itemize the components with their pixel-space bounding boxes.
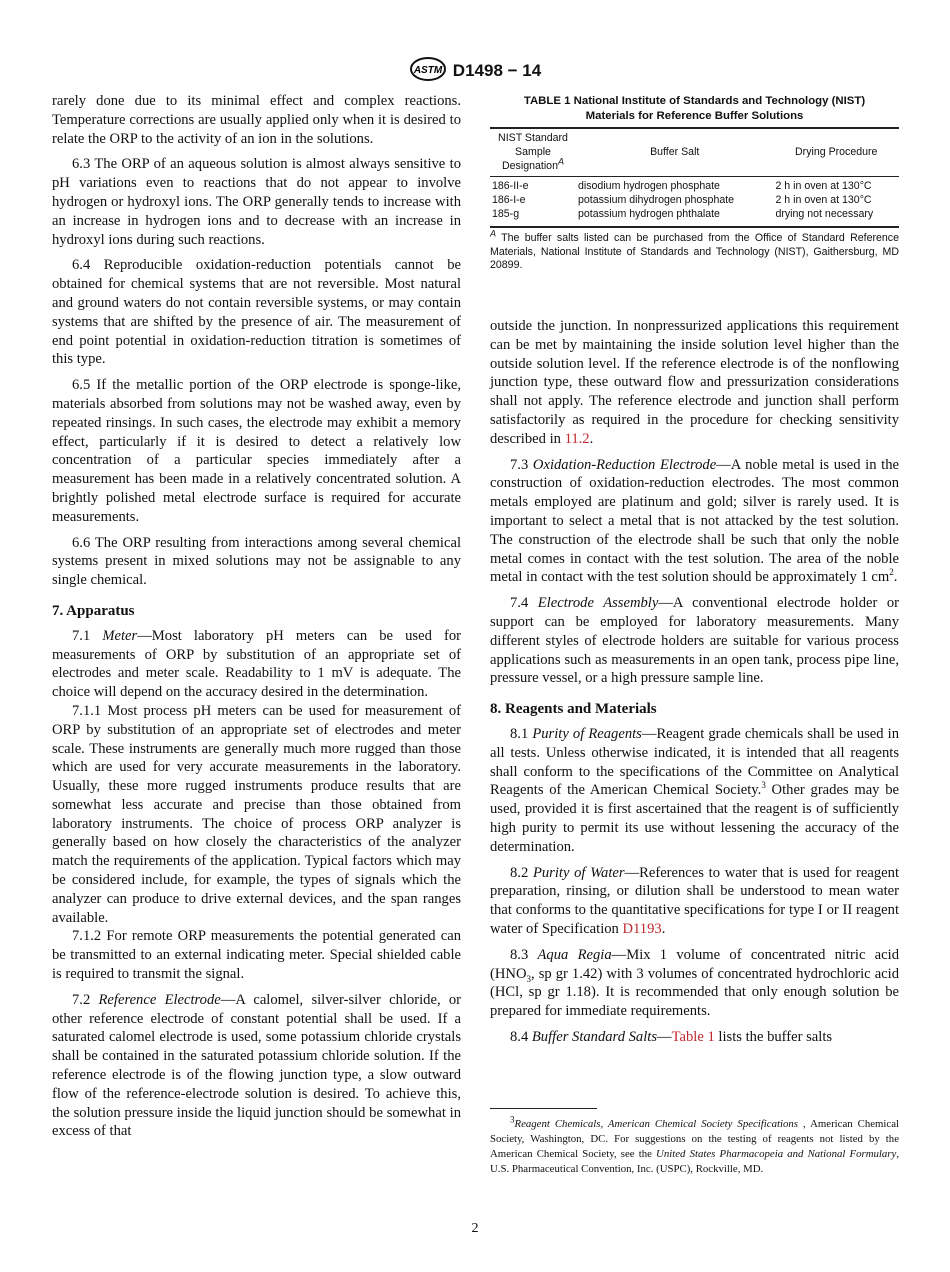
text-segment: 3 xyxy=(761,780,766,791)
caption-line: TABLE 1 National Institute of Standards and Technology (NIST) xyxy=(523,95,866,107)
cross-reference-link[interactable]: D1193 xyxy=(622,920,662,937)
text-segment: . xyxy=(893,569,898,586)
table-cell: potassium hydrogen phthalate xyxy=(578,207,720,220)
text-segment: 6.3 The ORP of an aqueous solution is almost always sensitive to pH variations even to reactions that do not appear to involve hydrogen or hydroxyl ions. The ORP generally tends to increase with an increase in hydrogen ions and to decrease with an increase in hydroxyl ions during such reactions. xyxy=(52,156,461,248)
text-segment: 7.1 xyxy=(72,627,103,644)
table-row xyxy=(490,208,899,227)
text-segment: . xyxy=(661,920,666,937)
text-segment: Reference Electrode xyxy=(98,991,221,1008)
paragraph xyxy=(52,155,461,249)
table-row xyxy=(490,194,899,208)
table-cell: 186-II-e xyxy=(492,180,529,193)
text-segment: 7. Apparatus xyxy=(52,602,135,619)
paragraph xyxy=(52,627,461,702)
text-segment: 2 xyxy=(889,567,894,578)
standard-designation: D1498 − 14 xyxy=(452,60,542,80)
paragraph xyxy=(490,725,899,857)
text-segment: . xyxy=(589,430,594,447)
footnote-divider xyxy=(490,1108,597,1109)
table-row xyxy=(490,177,899,194)
paragraph xyxy=(52,927,461,983)
left-column xyxy=(52,92,461,1148)
page-number: 2 xyxy=(471,1221,479,1236)
paragraph xyxy=(52,702,461,928)
text-segment: , sp gr 1.42) with 3 volumes of concentrated hydrochloric acid (HCl, sp gr 1.18). It is recommended that only enough solution be prepared for immediate requirements. xyxy=(490,965,899,1020)
text-segment: lists the buffer salts xyxy=(714,1028,833,1045)
text-segment: 8.3 xyxy=(510,946,538,963)
buffer-table xyxy=(490,127,899,228)
col-header-designation: NIST Standard Sample Designation$^A$ xyxy=(498,132,568,172)
text-segment: 8.1 xyxy=(510,725,533,742)
col-header-buffer-salt: Buffer Salt xyxy=(650,145,700,158)
table-cell: 186-I-e xyxy=(492,194,526,207)
text-segment: —Most laboratory pH meters can be used for measurements of ORP by substitution of an appropriate set of electrodes and meter scale. Readability to 1 mV is adequate. The choice will depend on the accuracy desired in the determination. xyxy=(52,627,462,701)
text-segment: —Mix 1 volume of concentrated nitric acid (HNO xyxy=(490,946,899,982)
paragraph xyxy=(490,456,899,588)
text-segment: —A calomel, silver-silver chloride, or other reference electrode of constant potential shall be used. If a saturated calomel electrode is used, some potassium chloride crystals shall be contained in the saturated potassium chloride solution. If the reference electrode is of the flowing junction type, a slow outward flow of the reference-electrode solution is desired. To achieve this, the solution pressure inside the liquid junction should be somewhat in excess of that xyxy=(52,991,462,1140)
text-segment: —References to water that is used for reagent preparation, rinsing, or dilution shall be understood to mean water that conforms to the quantitative specifications for type I or II reagent water of Specification xyxy=(490,864,899,937)
page-header xyxy=(0,56,950,87)
section-heading xyxy=(490,700,899,719)
text-segment: 6.4 Reproducible oxidation-reduction potentials cannot be obtained for chemical systems that are not reversible. Most natural and ground waters do not contain reversible systems, or may contain systems that are shifted by the presence of air. The measurement of end point potential in oxidation-reduction titration is sometimes of this type. xyxy=(52,257,461,368)
table-footnote: $^A$ The buffer salts listed can be purchased from the Office of Standard Reference Materials, National Institute of Standards and Technology (NIST), Gaithersburg, MD 20899. xyxy=(490,228,899,272)
text-segment: 6.6 The ORP resulting from interactions among several chemical systems present in mixed solutions may not be assignable to any single chemical. xyxy=(52,534,461,589)
text-segment: 7.1.1 Most process pH meters can be used for measurement of ORP by substitution of an appropriate set of electrodes and meter scale. These instruments are generally much more rugged than those which are used for very accurate measurements in the laboratory. Usually, these more rugged instruments produce results that are somewhat less accurate and precise than those obtained from laboratory instruments. The choice of process ORP analyzer is generally based on how closely the characteristics of the analyzer match the requirements of the application. Typical factors which may be considered include, for example, the types of signals which the analyzer can produce to drive external devices, and the span ranges available. xyxy=(52,702,461,926)
text-segment: 8.2 xyxy=(510,864,533,881)
footnote-3: $^3$Reagent Chemicals, American Chemical Society Specifications , American Chemical Society, Washington, DC. For suggestions on the testing of reagents not listed by the American Chemical Society, see the United States Pharmacopeia and National Formulary, U.S. Pharmaceutical Convention, Inc. (USPC), Rockville, MD. xyxy=(490,1114,900,1175)
table-cell: 185-g xyxy=(492,207,520,220)
table-cell: 2 h in oven at 130°C xyxy=(775,194,872,207)
paragraph xyxy=(490,864,899,939)
text-segment: Electrode Assembly xyxy=(537,595,659,612)
table-cell: drying not necessary xyxy=(775,207,874,220)
cross-reference-link[interactable]: 11.2 xyxy=(564,430,590,447)
paragraph xyxy=(52,534,461,590)
paragraph xyxy=(52,991,461,1141)
paragraph xyxy=(490,946,899,1021)
text-segment: —A noble metal is used in the construction of oxidation-reduction electrodes. The most common metals employed are platinum and gold; silver is rarely used. It is important to select a metal that is not attacked by the test solution. The construction of the electrode shall be such that only the noble metal comes in contact with the test solution. The area of the noble metal in contact with the test solution should be approximately 1 cm xyxy=(490,456,899,586)
text-segment: —A conventional electrode holder or support can be employed for laboratory measurements. Many different styles of electrode holders are suitable for various process applications such as measurements in an open tank, process pipe line, pressure vessel, or a high pressure sample line. xyxy=(490,595,899,687)
text-segment: 8. Reagents and Materials xyxy=(490,701,657,718)
text-segment: 7.1.2 For remote ORP measurements the potential generated can be transmitted to an external indicating meter. Special shielded cable is required to transmit the signal. xyxy=(52,928,461,983)
text-segment: —Reagent grade chemicals shall be used in all tests. Unless otherwise indicated, it is intended that all reagents shall conform to the specifications of the Committee on Analytical Reagents of the American Chemical Society. xyxy=(490,725,900,799)
text-segment: 8.4 xyxy=(510,1028,532,1045)
right-column xyxy=(490,317,899,1054)
text-segment: Purity of Reagents xyxy=(532,725,642,742)
text-segment: rarely done due to its minimal effect and complex reactions. Temperature corrections are usually applied only when it is desired to relate the ORP to the activity of an ion in the solutions. xyxy=(52,93,461,147)
text-segment: 7.2 xyxy=(72,991,99,1008)
text-segment: 7.3 xyxy=(510,456,533,473)
paragraph xyxy=(52,92,461,148)
text-segment: Oxidation-Reduction Electrode xyxy=(532,456,717,473)
text-segment: Aqua Regia xyxy=(537,946,612,963)
paragraph xyxy=(52,376,461,526)
text-segment: 7.4 xyxy=(510,595,538,612)
paragraph xyxy=(490,1028,899,1047)
paragraph xyxy=(52,256,461,369)
table-cell: potassium dihydrogen phosphate xyxy=(578,194,735,207)
astm-logo xyxy=(409,56,447,87)
text-segment: Purity of Water xyxy=(532,864,625,881)
svg-text:ASTM: ASTM xyxy=(413,65,442,76)
table-1 xyxy=(490,94,899,273)
table-header-row xyxy=(490,128,899,177)
text-segment: — xyxy=(657,1028,672,1045)
section-heading xyxy=(52,602,461,621)
caption-line: Materials for Reference Buffer Solutions xyxy=(585,109,804,122)
table-cell: disodium hydrogen phosphate xyxy=(578,180,720,193)
table-cell: 2 h in oven at 130°C xyxy=(775,180,872,193)
cross-reference-link[interactable]: Table 1 xyxy=(671,1028,715,1045)
text-segment: 6.5 If the metallic portion of the ORP electrode is sponge-like, materials absorbed from solutions may not be washed away, even by repeated rinsings. In such cases, the electrode may exhibit a memory effect, particularly if it is desired to detect a relatively low concentration of a particular species immediately after a measurement has been made in a relatively concentrated solution. A brightly polished metal electrode surface is required for accurate measurements. xyxy=(52,377,461,525)
text-segment: outside the junction. In nonpressurized applications this requirement can be met by maintaining the inside solution level higher than the outside solution level. If the reference electrode is of the nonflowing junction type, these outward flow and pressurization considerations shall not apply. The reference electrode and junction shall perform satisfactorily as required in the procedure for checking sensitivity described in xyxy=(490,318,899,447)
text-segment: 3 xyxy=(526,973,531,984)
text-segment: Other grades may be used, provided it is first ascertained that the reagent is of sufficiently high purity to permit its use without lessening the accuracy of the determination. xyxy=(490,782,899,855)
table-caption xyxy=(490,94,899,123)
paragraph xyxy=(490,594,899,688)
text-segment: Meter xyxy=(102,627,138,644)
paragraph xyxy=(490,317,899,449)
col-header-drying: Drying Procedure xyxy=(795,145,878,158)
text-segment: Buffer Standard Salts xyxy=(531,1028,658,1045)
